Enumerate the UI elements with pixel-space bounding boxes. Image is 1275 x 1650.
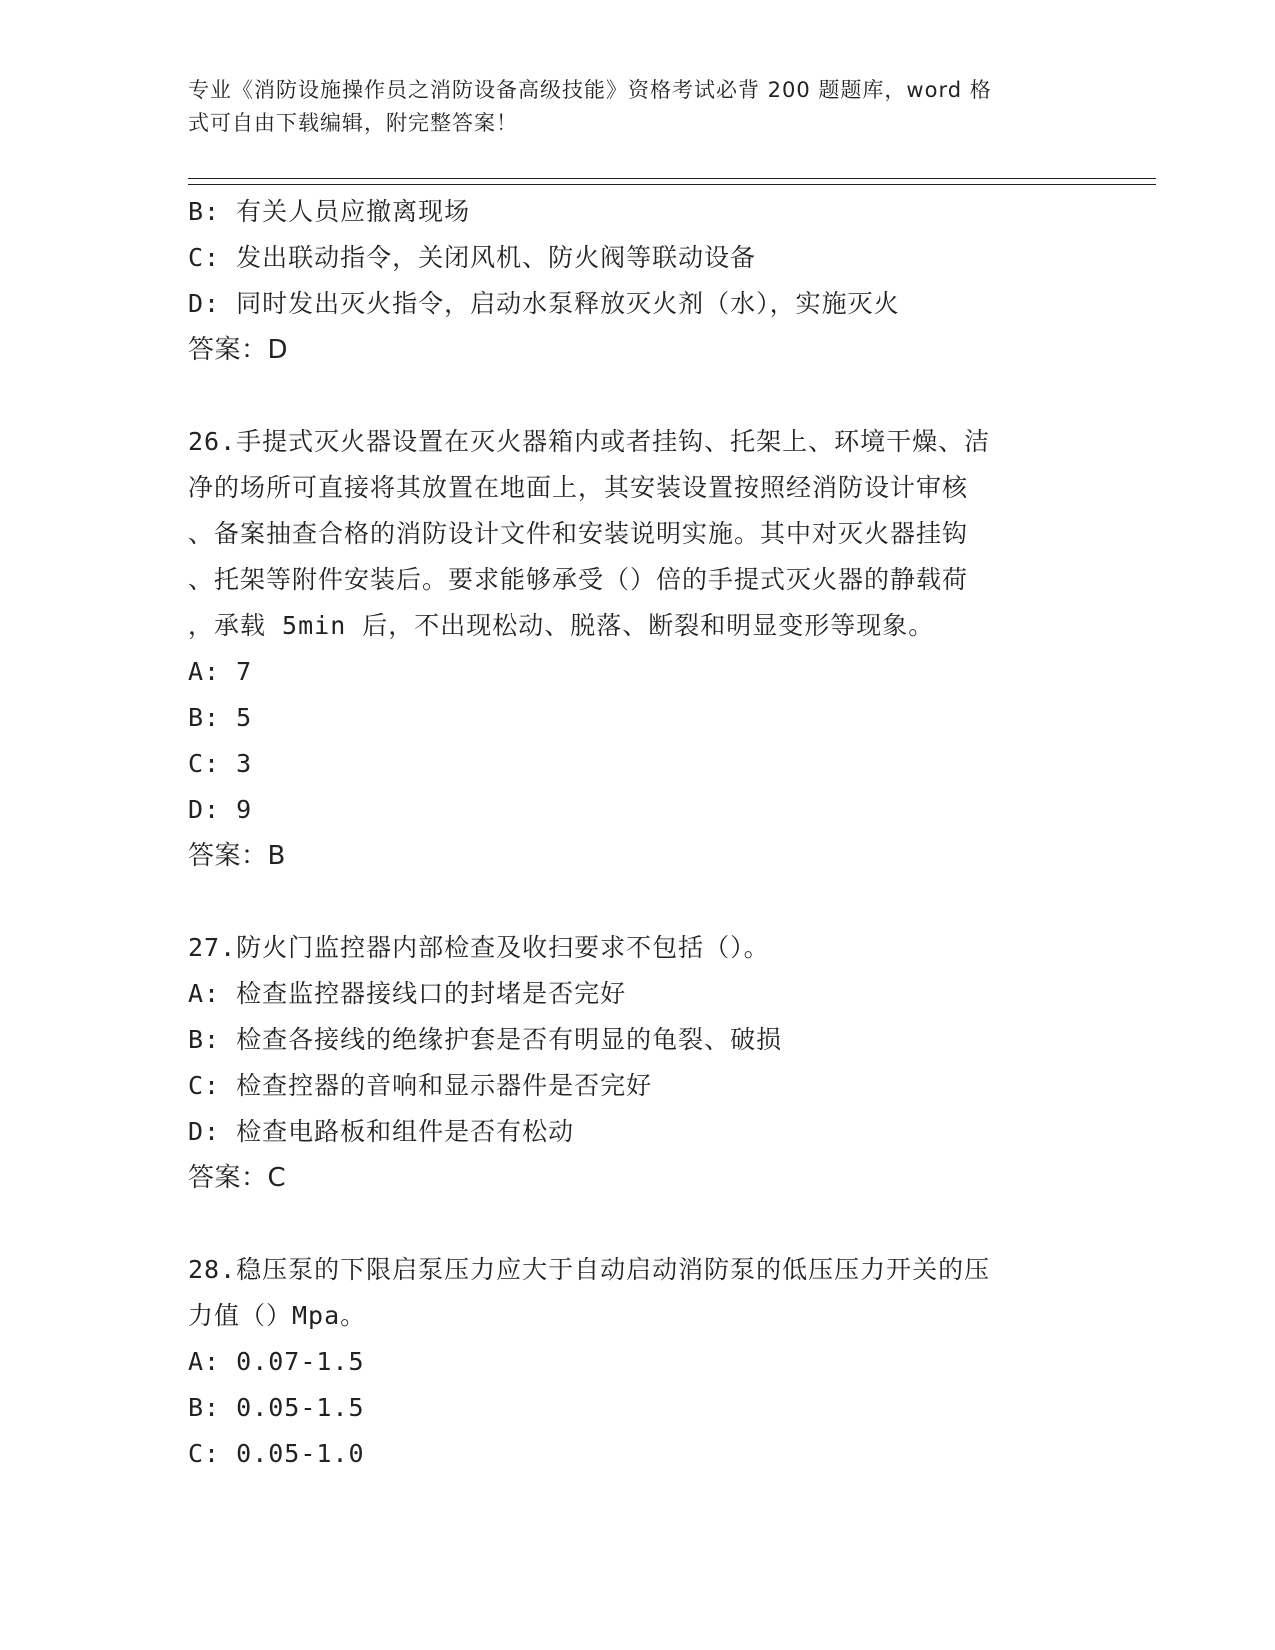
question-stem-line: 26.手提式灭火器设置在灭火器箱内或者挂钩、托架上、环境干燥、洁	[188, 427, 991, 456]
option-a: A: 0.07-1.5	[188, 1347, 365, 1376]
option-b: B: 有关人员应撤离现场	[188, 197, 471, 226]
question-stem-line: 力值（）Mpa。	[188, 1301, 367, 1330]
question-27	[188, 925, 1088, 1201]
header-double-rule	[188, 178, 1156, 185]
page-header	[188, 74, 1068, 140]
question-25-tail	[188, 189, 1088, 373]
option-b: B: 检查各接线的绝缘护套是否有明显的龟裂、破损	[188, 1025, 783, 1054]
option-c: C: 发出联动指令，关闭风机、防火阀等联动设备	[188, 243, 757, 272]
answer-line: 答案：B	[188, 841, 286, 871]
header-line-1: 专业《消防设施操作员之消防设备高级技能》资格考试必背 200 题题库，word 格	[188, 78, 992, 102]
spacer	[188, 879, 1088, 925]
question-stem-line: 28.稳压泵的下限启泵压力应大于自动启动消防泵的低压压力开关的压	[188, 1255, 991, 1284]
question-stem-line: 、托架等附件安装后。要求能够承受（）倍的手提式灭火器的静载荷	[188, 565, 969, 594]
option-c: C: 检查控器的音响和显示器件是否完好	[188, 1071, 653, 1100]
header-line-2: 式可自由下载编辑，附完整答案！	[188, 111, 518, 135]
question-content	[188, 189, 1088, 1477]
question-stem-line: 、备案抽查合格的消防设计文件和安装说明实施。其中对灭火器挂钩	[188, 519, 969, 548]
option-a: A: 7	[188, 657, 253, 686]
answer-line: 答案：D	[188, 335, 289, 365]
question-stem-line: 27.防火门监控器内部检查及收扫要求不包括（）。	[188, 933, 770, 962]
option-d: D: 检查电路板和组件是否有松动	[188, 1117, 575, 1146]
spacer	[188, 373, 1088, 419]
option-b: B: 5	[188, 703, 253, 732]
question-28	[188, 1247, 1088, 1477]
option-d: D: 同时发出灭火指令，启动水泵释放灭火剂（水），实施灭火	[188, 289, 900, 318]
question-stem-line: 净的场所可直接将其放置在地面上，其安装设置按照经消防设计审核	[188, 473, 969, 502]
option-c: C: 3	[188, 749, 253, 778]
option-b: B: 0.05-1.5	[188, 1393, 365, 1422]
question-26	[188, 419, 1088, 879]
option-c: C: 0.05-1.0	[188, 1439, 365, 1468]
option-d: D: 9	[188, 795, 253, 824]
question-stem-line: ，承载 5min 后，不出现松动、脱落、断裂和明显变形等现象。	[188, 611, 935, 640]
answer-line: 答案：C	[188, 1163, 287, 1193]
option-a: A: 检查监控器接线口的封堵是否完好	[188, 979, 627, 1008]
spacer	[188, 1201, 1088, 1247]
